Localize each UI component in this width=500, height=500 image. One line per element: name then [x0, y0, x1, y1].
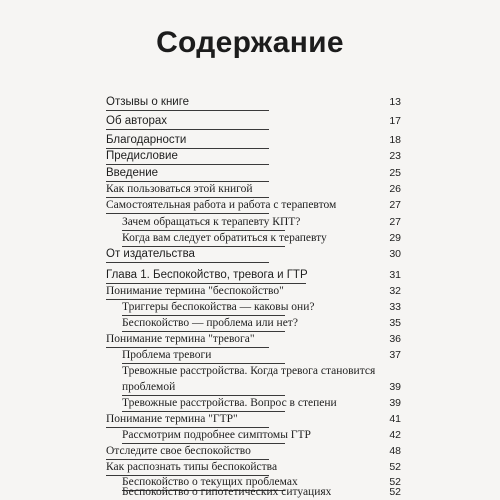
toc-entry[interactable]: Предисловие 23: [106, 150, 401, 162]
toc-entry[interactable]: Проблема тревоги 37: [122, 349, 401, 361]
toc-entry[interactable]: Беспокойство о гипотетических ситуациях 52: [122, 486, 401, 498]
toc-entry[interactable]: Зачем обращаться к терапевту КПТ? 27: [122, 216, 401, 228]
toc-entry-continued[interactable]: проблемой 39: [122, 381, 401, 393]
toc-entry[interactable]: Беспокойство о текущих проблемах 52: [122, 476, 401, 488]
toc-entry[interactable]: Как распознать типы беспокойства 52: [106, 461, 401, 473]
toc-entry[interactable]: От издательства 30: [106, 248, 401, 260]
toc-entry[interactable]: Глава 1. Беспокойство, тревога и ГТР 31: [106, 269, 401, 281]
toc-entry[interactable]: Об авторах 17: [106, 115, 401, 127]
toc-entry[interactable]: Самостоятельная работа и работа с терапевтом 27: [106, 199, 401, 211]
toc-entry[interactable]: Отзывы о книге 13: [106, 96, 401, 108]
toc-entry[interactable]: Как пользоваться этой книгой 26: [106, 183, 401, 195]
toc-entry[interactable]: Понимание термина "беспокойство" 32: [106, 285, 401, 297]
toc-entry[interactable]: Понимание термина "тревога" 36: [106, 333, 401, 345]
page-title: Содержание: [156, 26, 344, 59]
toc-entry[interactable]: Рассмотрим подробнее симптомы ГТР 42: [122, 429, 401, 441]
toc-entry[interactable]: Триггеры беспокойства — каковы они? 33: [122, 301, 401, 313]
toc-entry[interactable]: Введение 25: [106, 167, 401, 179]
toc-entry[interactable]: Благодарности 18: [106, 134, 401, 146]
toc-entry[interactable]: Тревожные расстройства. Когда тревога становится: [122, 365, 376, 377]
toc-entry[interactable]: Когда вам следует обратиться к терапевту 29: [122, 232, 401, 244]
toc-entry[interactable]: Тревожные расстройства. Вопрос в степени 39: [122, 397, 401, 409]
toc-entry[interactable]: Понимание термина "ГТР" 41: [106, 413, 401, 425]
toc-entry[interactable]: Отследите свое беспокойство 48: [106, 445, 401, 457]
toc-entry[interactable]: Беспокойство — проблема или нет? 35: [122, 317, 401, 329]
